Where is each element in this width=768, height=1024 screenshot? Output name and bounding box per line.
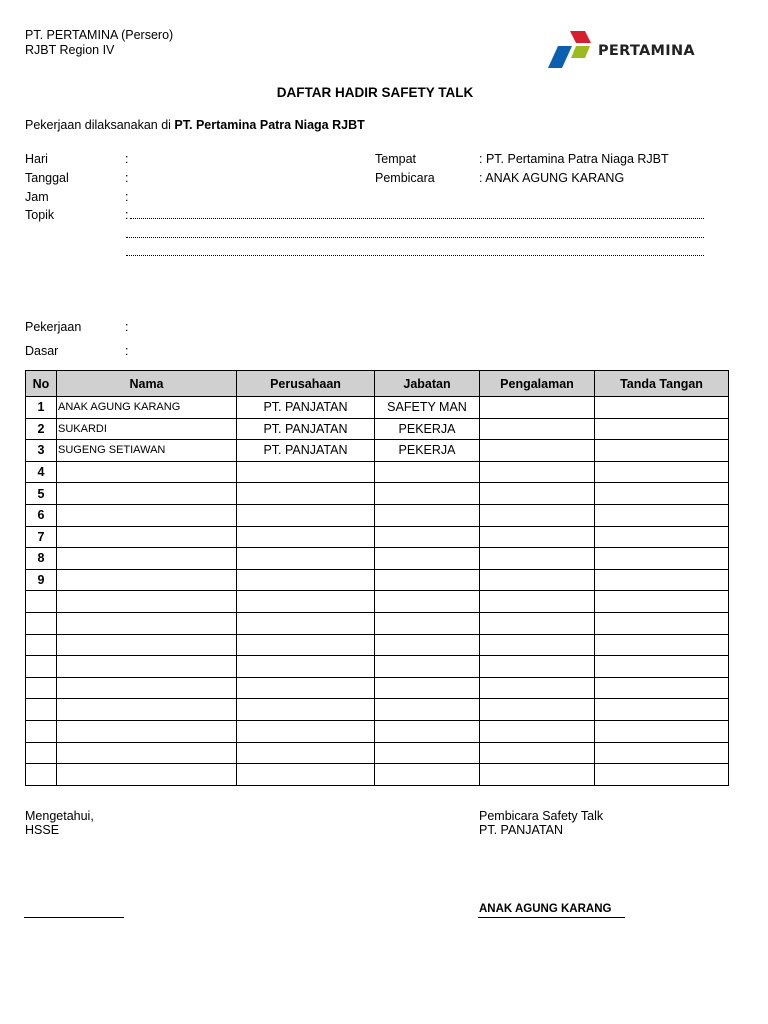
cell-jabatan [375,742,480,764]
cell-pengalaman [480,634,595,656]
tempat-value: : PT. Pertamina Patra Niaga RJBT [479,152,669,166]
cell-pengalaman [480,699,595,721]
cell-pengalaman [480,418,595,440]
cell-no: 2 [26,418,57,440]
cell-pengalaman [480,720,595,742]
cell-nama [57,699,237,721]
cell-tanda-tangan [595,461,729,483]
cell-nama [57,656,237,678]
cell-no: 7 [26,526,57,548]
cell-tanda-tangan [595,591,729,613]
pertamina-logo [548,30,698,70]
pertamina-logo-icon [548,30,594,70]
cell-jabatan [375,483,480,505]
cell-pengalaman [480,397,595,419]
cell-tanda-tangan [595,612,729,634]
company-name: PT. PERTAMINA (Persero) [25,28,174,42]
cell-tanda-tangan [595,677,729,699]
hari-label: Hari [25,152,48,166]
cell-nama: SUKARDI [57,418,237,440]
cell-nama [57,612,237,634]
table-row [26,504,729,526]
cell-nama [57,742,237,764]
cell-perusahaan: PT. PANJATAN [237,418,375,440]
cell-jabatan [375,764,480,786]
cell-nama [57,504,237,526]
cell-perusahaan [237,699,375,721]
logo-text: PERTAMINA [598,43,695,59]
cell-no [26,677,57,699]
header-nama: Nama [57,371,237,397]
cell-no: 3 [26,440,57,462]
footer-left-line2: HSSE [25,823,60,837]
header-tanda-tangan: Tanda Tangan [595,371,729,397]
topik-dotted-line-3 [126,255,704,256]
topik-dotted-line-1 [130,218,704,219]
table-row [26,418,729,440]
cell-perusahaan [237,569,375,591]
cell-tanda-tangan [595,397,729,419]
cell-pengalaman [480,483,595,505]
cell-perusahaan [237,504,375,526]
cell-pengalaman [480,461,595,483]
cell-no [26,612,57,634]
cell-pengalaman [480,569,595,591]
cell-tanda-tangan [595,699,729,721]
cell-pengalaman [480,526,595,548]
cell-pengalaman [480,742,595,764]
cell-nama [57,677,237,699]
intro-line [25,118,365,132]
cell-pengalaman [480,656,595,678]
dasar-colon: : [125,344,129,358]
region-name: RJBT Region IV [25,43,115,57]
cell-no [26,634,57,656]
table-body [26,397,729,786]
attendance-table [25,370,729,786]
cell-tanda-tangan [595,548,729,570]
cell-pengalaman [480,677,595,699]
cell-tanda-tangan [595,504,729,526]
table-row [26,440,729,462]
cell-no [26,699,57,721]
cell-perusahaan: PT. PANJATAN [237,440,375,462]
cell-perusahaan [237,634,375,656]
pembicara-label: Pembicara [375,171,435,185]
cell-nama [57,591,237,613]
cell-jabatan [375,612,480,634]
table-row [26,677,729,699]
pekerjaan-colon: : [125,320,129,334]
page-title: DAFTAR HADIR SAFETY TALK [276,85,474,100]
cell-perusahaan [237,677,375,699]
cell-no: 9 [26,569,57,591]
cell-tanda-tangan [595,440,729,462]
hari-colon: : [125,152,129,166]
cell-nama: ANAK AGUNG KARANG [57,397,237,419]
hsse-signature-line [24,917,124,918]
cell-nama [57,634,237,656]
footer-right-line1: Pembicara Safety Talk [479,809,604,823]
table-row [26,699,729,721]
cell-tanda-tangan [595,526,729,548]
cell-nama [57,764,237,786]
dasar-label: Dasar [25,344,59,358]
jam-colon: : [125,190,129,204]
table-row [26,742,729,764]
speaker-signer-name: ANAK AGUNG KARANG [479,903,612,915]
cell-perusahaan [237,720,375,742]
cell-jabatan [375,634,480,656]
table-row [26,634,729,656]
pekerjaan-label: Pekerjaan [25,320,82,334]
cell-perusahaan [237,483,375,505]
cell-tanda-tangan [595,418,729,440]
table-row [26,483,729,505]
header-perusahaan: Perusahaan [237,371,375,397]
cell-pengalaman [480,548,595,570]
cell-jabatan: SAFETY MAN [375,397,480,419]
cell-nama [57,483,237,505]
speaker-signature-line [478,917,625,918]
tanggal-label: Tanggal [25,171,69,185]
cell-jabatan [375,504,480,526]
header-jabatan: Jabatan [375,371,480,397]
cell-no [26,720,57,742]
table-row [26,461,729,483]
cell-tanda-tangan [595,634,729,656]
cell-pengalaman [480,440,595,462]
intro-prefix: Pekerjaan dilaksanakan di [25,118,175,132]
cell-tanda-tangan [595,656,729,678]
topik-dotted-line-2 [126,237,704,238]
header-no: No [26,371,57,397]
cell-jabatan: PEKERJA [375,418,480,440]
cell-tanda-tangan [595,742,729,764]
table-row [26,591,729,613]
cell-no: 5 [26,483,57,505]
tempat-label: Tempat [375,152,416,166]
cell-no: 8 [26,548,57,570]
table-row [26,764,729,786]
cell-jabatan [375,461,480,483]
cell-nama [57,548,237,570]
table-row [26,720,729,742]
table-row [26,397,729,419]
cell-pengalaman [480,504,595,526]
cell-tanda-tangan [595,483,729,505]
table-header-row [26,371,729,397]
cell-pengalaman [480,591,595,613]
cell-tanda-tangan [595,720,729,742]
intro-location: PT. Pertamina Patra Niaga RJBT [174,118,365,132]
topik-colon: : [125,208,129,222]
topik-label: Topik [25,208,55,222]
cell-jabatan [375,569,480,591]
cell-jabatan [375,548,480,570]
footer-right-line2: PT. PANJATAN [479,823,564,837]
cell-jabatan [375,656,480,678]
cell-no: 4 [26,461,57,483]
cell-jabatan [375,591,480,613]
cell-no [26,742,57,764]
cell-perusahaan [237,591,375,613]
cell-no [26,591,57,613]
cell-jabatan: PEKERJA [375,440,480,462]
cell-nama: SUGENG SETIAWAN [57,440,237,462]
cell-jabatan [375,526,480,548]
cell-no [26,656,57,678]
cell-nama [57,720,237,742]
cell-no [26,764,57,786]
cell-jabatan [375,720,480,742]
table-row [26,526,729,548]
cell-perusahaan: PT. PANJATAN [237,397,375,419]
cell-jabatan [375,699,480,721]
cell-perusahaan [237,526,375,548]
table-row [26,612,729,634]
cell-perusahaan [237,742,375,764]
cell-perusahaan [237,548,375,570]
cell-pengalaman [480,612,595,634]
footer-left-line1: Mengetahui, [25,809,94,823]
cell-tanda-tangan [595,569,729,591]
cell-perusahaan [237,612,375,634]
header-pengalaman: Pengalaman [480,371,595,397]
cell-jabatan [375,677,480,699]
cell-nama [57,461,237,483]
tanggal-colon: : [125,171,129,185]
jam-label: Jam [25,190,49,204]
cell-no: 1 [26,397,57,419]
cell-perusahaan [237,461,375,483]
table-row [26,548,729,570]
cell-pengalaman [480,764,595,786]
pembicara-value: : ANAK AGUNG KARANG [479,171,625,185]
table-row [26,656,729,678]
cell-tanda-tangan [595,764,729,786]
cell-perusahaan [237,764,375,786]
cell-no: 6 [26,504,57,526]
cell-nama [57,526,237,548]
cell-nama [57,569,237,591]
cell-perusahaan [237,656,375,678]
table-row [26,569,729,591]
